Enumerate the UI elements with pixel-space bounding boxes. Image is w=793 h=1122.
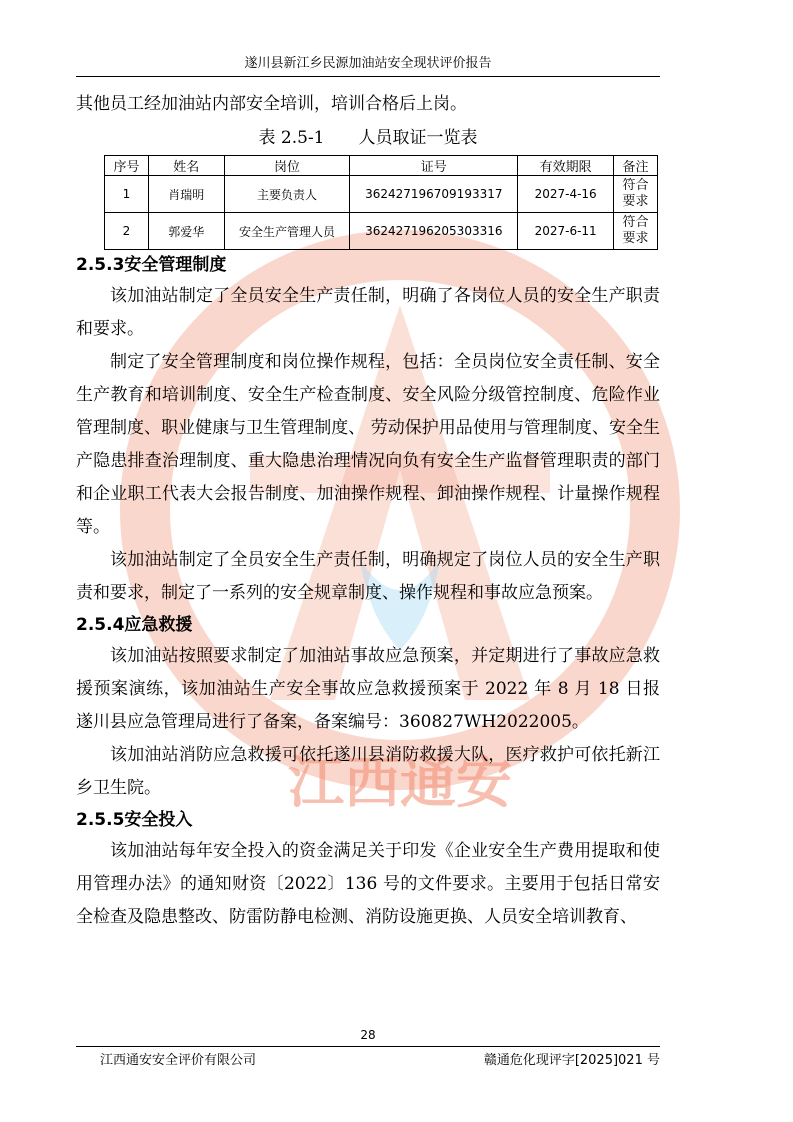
table-cell: 符合要求 — [614, 176, 658, 213]
table-cell: 1 — [105, 176, 149, 213]
header-cell: 证号 — [350, 156, 518, 176]
table-cell: 安全生产管理人员 — [224, 213, 350, 250]
intro-paragraph: 其他员工经加油站内部安全培训，培训合格后上岗。 — [76, 94, 467, 114]
body-paragraph: 该加油站制定了全员安全生产责任制，明确了各岗位人员的安全生产职责和要求。 — [76, 286, 660, 339]
section-heading: 2.5.5安全投入 — [76, 810, 193, 830]
header-cell: 序号 — [105, 156, 149, 176]
header-cell: 有效期限 — [518, 156, 614, 176]
page-number: 28 — [360, 1028, 376, 1042]
header-cell: 姓名 — [148, 156, 224, 176]
table-caption: 表 2.5-1 人员取证一览表 — [258, 128, 478, 148]
table-cell: 符合要求 — [614, 213, 658, 250]
table-cell: 主要负责人 — [224, 176, 350, 213]
table-row — [105, 213, 658, 250]
table-cell: 2 — [105, 213, 149, 250]
page-header: 遂川县新江乡民源加油站安全现状评价报告 — [76, 52, 660, 77]
body-paragraph: 制定了安全管理制度和岗位操作规程，包括：全员岗位安全责任制、安全生产教育和培训制度、安全生产检查制度、安全风险分级管控制度、危险作业管理制度、职业健康与卫生管理制度、 劳动保护用品使用与管理制度、安全生产隐患排查治理制度、重大隐患治理情况向负有安全生产监督管理职责的部门和企业职工代表大会报告制度、加油操作规程、卸油操作规程、计量操作规程等。 — [76, 352, 660, 537]
footer-divider — [76, 1046, 660, 1047]
body-paragraph: 该加油站每年安全投入的资金满足关于印发《企业安全生产费用提取和使用管理办法》的通知财资〔2022〕136 号的文件要求。主要用于包括日常安全检查及隐患整改、防雷防静电检测、消防设施更换、人员安全培训教育、 — [76, 841, 660, 927]
section-heading: 2.5.4应急救援 — [76, 615, 193, 635]
table-cell: 肖瑞明 — [148, 176, 224, 213]
table-cell: 2027-4-16 — [518, 176, 614, 213]
footer-company: 江西通安安全评价有限公司 — [100, 1053, 257, 1068]
section-heading: 2.5.3安全管理制度 — [76, 255, 227, 275]
watermark-text: 江西通安 — [288, 751, 512, 816]
body-paragraph: 该加油站按照要求制定了加油站事故应急预案，并定期进行了事故应急救援预案演练，该加油站生产安全事故应急救援预案于 2022 年 8 月 18 日报遂川县应急管理局进行了备案，备案编号：360827WH2022005。 — [76, 646, 660, 732]
table-cell: 362427196709193317 — [350, 176, 518, 213]
table-header-row — [105, 156, 658, 176]
table-cell: 郭爱华 — [148, 213, 224, 250]
footer-report-number: 赣通危化现评字[2025]021 号 — [483, 1053, 660, 1068]
table-cell: 2027-6-11 — [518, 213, 614, 250]
header-cell: 备注 — [614, 156, 658, 176]
body-paragraph: 该加油站制定了全员安全生产责任制，明确规定了岗位人员的安全生产职责和要求，制定了一系列的安全规章制度、操作规程和事故应急预案。 — [76, 550, 660, 603]
page-content — [76, 88, 660, 934]
header-cell: 岗位 — [224, 156, 350, 176]
table-row — [105, 176, 658, 213]
personnel-certificate-table — [104, 155, 658, 250]
table-cell: 362427196205303316 — [350, 213, 518, 250]
body-paragraph: 该加油站消防应急救援可依托遂川县消防救援大队，医疗救护可依托新江乡卫生院。 — [76, 745, 660, 798]
